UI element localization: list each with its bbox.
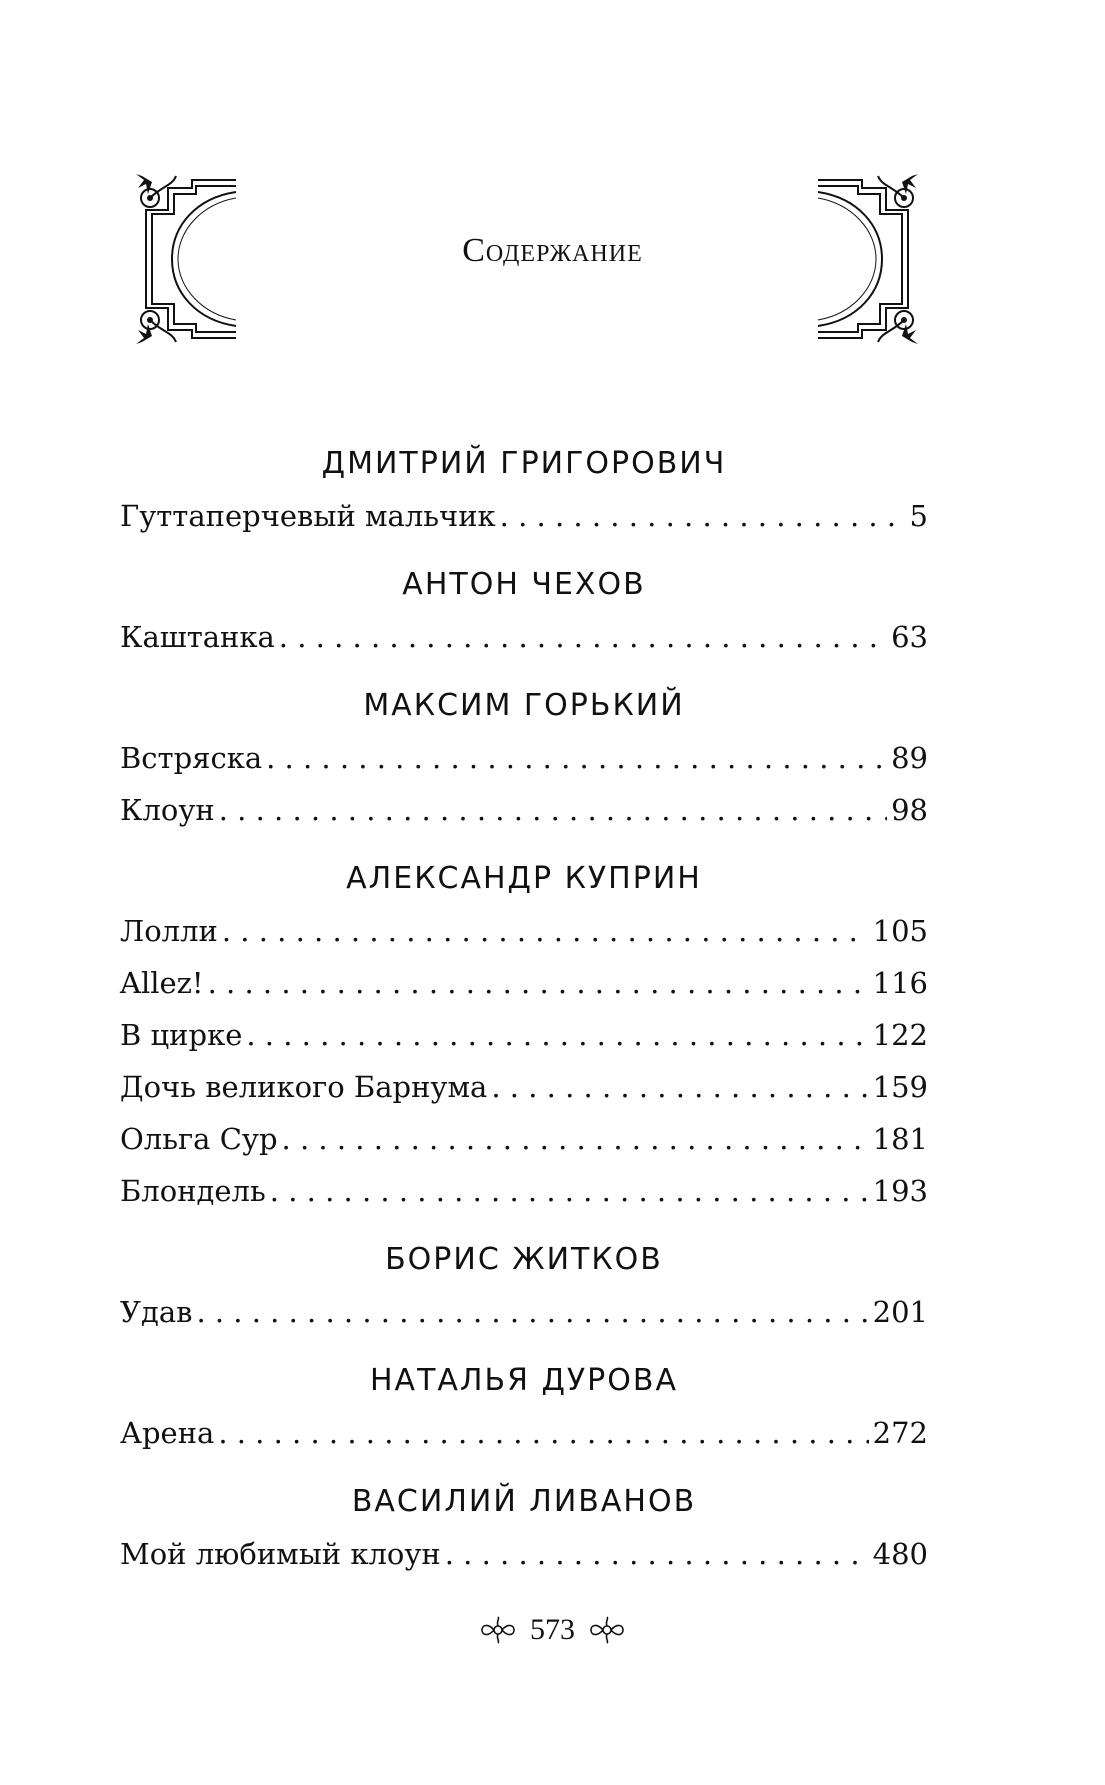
dot-leader — [445, 1528, 869, 1580]
page-footer — [0, 1613, 1105, 1647]
toc-section — [120, 438, 928, 542]
work-title: Мой любимый клоун — [120, 1537, 441, 1571]
dot-leader — [246, 1009, 868, 1061]
work-title: Allez! — [120, 966, 204, 1000]
toc-entry — [120, 1407, 928, 1459]
toc-entry — [120, 611, 928, 663]
toc-section — [120, 559, 928, 663]
author-heading: АЛЕКСАНДР КУПРИН — [346, 861, 702, 896]
toc-section — [120, 1476, 928, 1580]
toc-entry — [120, 784, 928, 836]
toc-section — [120, 680, 928, 836]
toc-section — [120, 1355, 928, 1459]
work-title: Арена — [120, 1416, 215, 1450]
dot-leader — [222, 905, 869, 957]
work-title: Лолли — [120, 914, 218, 948]
work-title: Блондель — [120, 1174, 266, 1208]
dot-leader — [279, 611, 887, 663]
dot-leader — [196, 1286, 868, 1338]
work-page-number: 193 — [872, 1174, 928, 1208]
dot-leader — [500, 490, 906, 542]
author-heading: ВАСИЛИЙ ЛИВАНОВ — [351, 1484, 697, 1519]
toc-entry — [120, 1165, 928, 1217]
dot-leader — [270, 1165, 869, 1217]
page-title: Содержание — [462, 232, 643, 269]
work-title: Встряска — [120, 741, 263, 775]
work-title: Дочь великого Барнума — [120, 1070, 488, 1104]
dot-leader — [491, 1061, 868, 1113]
work-page-number: 201 — [872, 1295, 928, 1329]
toc-entry — [120, 905, 928, 957]
work-page-number: 159 — [872, 1070, 928, 1104]
page-number: 573 — [530, 1613, 575, 1646]
work-title: В цирке — [120, 1018, 243, 1052]
author-heading: АНТОН ЧЕХОВ — [402, 567, 646, 602]
work-page-number: 480 — [872, 1537, 928, 1571]
author-heading: МАКСИМ ГОРЬКИЙ — [363, 688, 685, 723]
toc-entry — [120, 490, 928, 542]
work-title: Гуттаперчевый мальчик — [120, 499, 496, 533]
dot-leader — [219, 784, 887, 836]
work-title: Клоун — [120, 793, 215, 827]
work-page-number: 89 — [891, 741, 928, 775]
toc-entry — [120, 1528, 928, 1580]
flourish-left-icon — [478, 1615, 518, 1645]
work-page-number: 98 — [891, 793, 928, 827]
dot-leader — [266, 732, 887, 784]
toc-entry — [120, 1286, 928, 1338]
work-page-number: 116 — [872, 966, 928, 1000]
work-title: Ольга Сур — [120, 1122, 278, 1156]
work-page-number: 63 — [891, 620, 928, 654]
dot-leader — [282, 1113, 869, 1165]
toc-entry — [120, 1009, 928, 1061]
toc-section — [120, 853, 928, 1217]
work-page-number: 5 — [909, 499, 928, 533]
work-title: Удав — [120, 1295, 193, 1329]
work-page-number: 105 — [872, 914, 928, 948]
work-title: Каштанка — [120, 620, 275, 654]
work-page-number: 272 — [872, 1416, 928, 1450]
toc-entry — [120, 732, 928, 784]
dot-leader — [218, 1407, 868, 1459]
toc-entry — [120, 1113, 928, 1165]
work-page-number: 181 — [872, 1122, 928, 1156]
author-heading: БОРИС ЖИТКОВ — [385, 1242, 663, 1277]
dot-leader — [208, 957, 869, 1009]
author-heading: НАТАЛЬЯ ДУРОВА — [370, 1363, 678, 1398]
toc-entry — [120, 957, 928, 1009]
flourish-right-icon — [587, 1615, 627, 1645]
author-heading: ДМИТРИЙ ГРИГОРОВИЧ — [321, 446, 727, 481]
toc-entry — [120, 1061, 928, 1113]
toc-section — [120, 1234, 928, 1338]
work-page-number: 122 — [872, 1018, 928, 1052]
table-of-contents — [120, 438, 928, 1597]
